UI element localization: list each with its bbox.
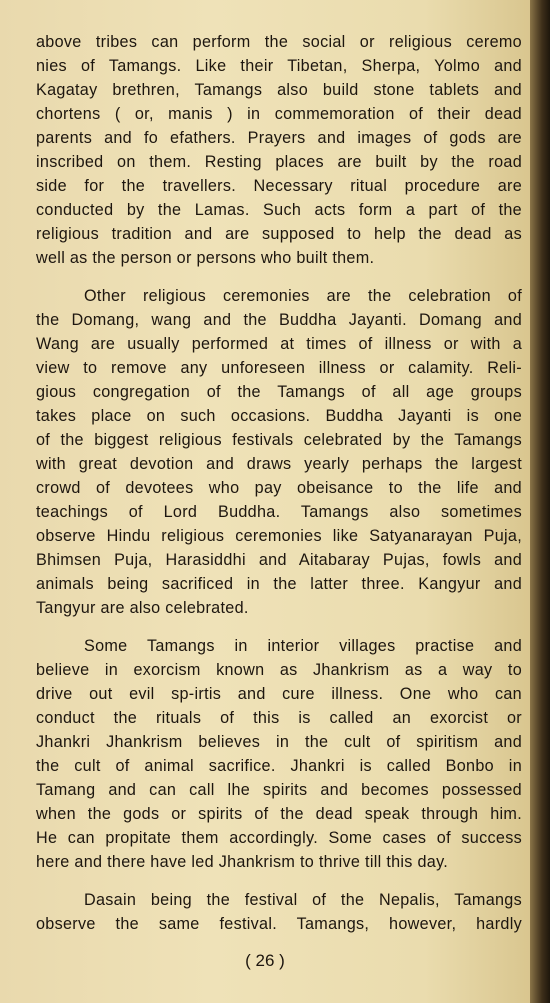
text-line: observe Hindu religious ceremonies like Satyanarayan Puja, [36,527,522,545]
text-line: Wang are usually performed at times of illness or with a [36,335,522,353]
text-line: chortens ( or, manis ) in commemoration of their dead [36,105,522,123]
text-line: the cult of animal sacrifice. Jhankri is called Bonbo in [36,757,522,775]
text-line: Jhankri Jhankrism believes in the cult of spiritism and [36,733,522,751]
page-number: ( 26 ) [245,951,285,970]
text-line: well as the person or persons who built them. [36,249,375,267]
paragraph-3 [36,634,522,874]
text-line: the Domang, wang and the Buddha Jayanti. Domang and [36,311,522,329]
text-line: gious congregation of the Tamangs of all age groups [36,383,522,401]
text-line: Other religious ceremonies are the celebration of [84,287,522,305]
text-line: drive out evil sp-irtis and cure illness. One who can [36,685,522,703]
text-line: He can propitate them accordingly. Some cases of success [36,829,522,847]
text-line: inscribed on them. Resting places are built by the road [36,153,522,171]
text-line: religious tradition and are supposed to help the dead as [36,225,522,243]
text-line: Bhimsen Puja, Harasiddhi and Aitabaray Pujas, fowls and [36,551,522,569]
paragraph-4 [36,888,522,936]
text-line: observe the same festival. Tamangs, however, hardly [36,915,522,933]
text-line: Tamang and can call lhe spirits and becomes possessed [36,781,522,799]
text-line: when the gods or spirits of the dead speak through him. [36,805,522,823]
text-line: conducted by the Lamas. Such acts form a part of the [36,201,522,219]
paragraph-2 [36,284,522,620]
text-line: with great devotion and draws yearly perhaps the largest [36,455,522,473]
text-line: teachings of Lord Buddha. Tamangs also sometimes [36,503,522,521]
book-spine [530,0,550,1003]
text-line: conduct the rituals of this is called an exorcist or [36,709,522,727]
paragraph-1 [36,30,522,270]
text-line: Some Tamangs in interior villages practise and [84,637,522,655]
text-line: Kagatay brethren, Tamangs also build stone tablets and [36,81,522,99]
text-line: Dasain being the festival of the Nepalis, Tamangs [84,891,522,909]
text-line: view to remove any unforeseen illness or calamity. Reli- [36,359,522,377]
text-line: believe in exorcism known as Jhankrism as a way to [36,661,522,679]
text-line: takes place on such occasions. Buddha Jayanti is one [36,407,522,425]
page-body [36,30,522,950]
text-line: above tribes can perform the social or religious ceremo [36,33,522,51]
text-line: nies of Tamangs. Like their Tibetan, Sherpa, Yolmo and [36,57,522,75]
text-line: parents and fo efathers. Prayers and images of gods are [36,129,522,147]
text-line: crowd of devotees who pay obeisance to the life and [36,479,522,497]
text-line: of the biggest religious festivals celebrated by the Tamangs [36,431,522,449]
text-line: here and there have led Jhankrism to thrive till this day. [36,853,449,871]
text-line: Tangyur are also celebrated. [36,599,249,617]
text-line: side for the travellers. Necessary ritual procedure are [36,177,522,195]
text-line: animals being sacrificed in the latter three. Kangyur and [36,575,522,593]
